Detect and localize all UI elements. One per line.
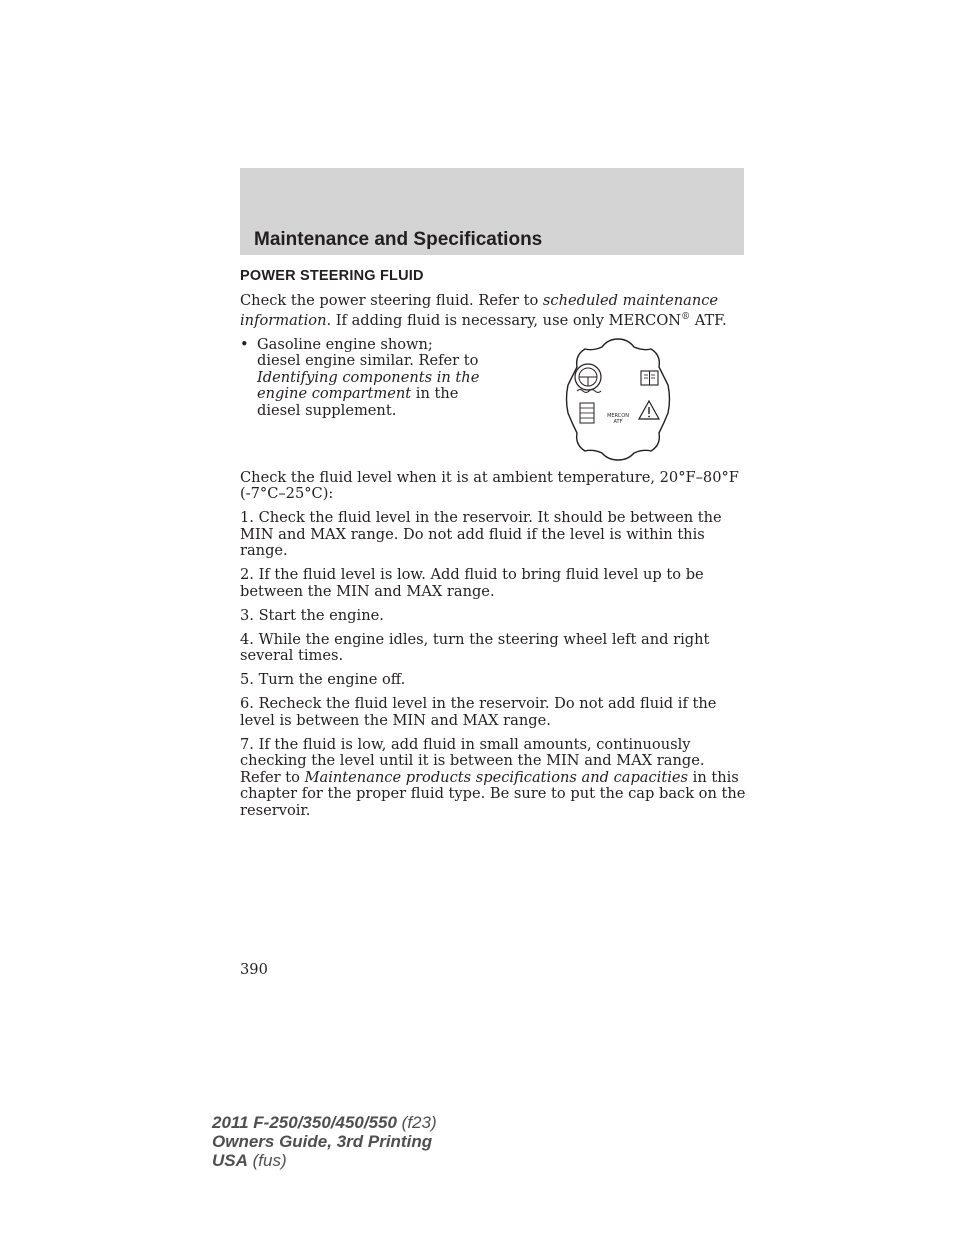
intro-paragraph [240, 293, 746, 330]
bullet-text [257, 337, 480, 420]
footer-market-code: (fus) [247, 1151, 287, 1170]
intro-text-2: . If adding fluid is necessary, use only MERCON [326, 311, 682, 329]
step-7-text-2: in this chapter for the proper fluid type. Be sure to put the cap back on the reservoir. [240, 768, 746, 819]
registered-mark: ® [681, 312, 691, 322]
page-number: 390 [240, 961, 268, 978]
chapter-header-band [240, 168, 744, 255]
step-2: 2. If the fluid level is low. Add fluid to bring fluid level up to be between the MIN and MAX range. [240, 566, 704, 600]
intro-text: Check the power steering fluid. Refer to [240, 291, 543, 309]
reservoir-cap-outline [567, 339, 670, 460]
power-steering-cap-figure [565, 337, 671, 462]
step-6: 6. Recheck the fluid level in the reservoir. Do not add fluid if the level is between the MIN and MAX range. [240, 695, 717, 729]
document-footer [212, 1113, 437, 1170]
footer-line-3 [212, 1151, 437, 1170]
step-7 [240, 737, 746, 820]
temperature-note: Check the fluid level when it is at ambient temperature, 20°F–80°F (-7°C–25°C): [240, 468, 739, 503]
step-4: 4. While the engine idles, turn the steering wheel left and right several times. [240, 630, 710, 665]
maintenance-info-reference: scheduled maintenance information [240, 291, 719, 329]
main-content [240, 268, 746, 827]
bullet-text-1: Gasoline engine shown; diesel engine similar. Refer to [257, 335, 479, 370]
bullet-mark: • [240, 335, 249, 353]
chapter-title: Maintenance and Specifications [254, 229, 543, 250]
footer-market: USA [212, 1151, 248, 1170]
section-heading: POWER STEERING FLUID [240, 268, 424, 284]
footer-line-1 [212, 1113, 437, 1132]
bullet-text-3: in the diesel supplement. [257, 385, 459, 419]
engine-components-reference: Identifying components in the engine compartment [257, 368, 480, 403]
capacities-reference: Maintenance products specifications and capacities [304, 768, 689, 786]
cap-label-mercon: MERCON [607, 412, 629, 419]
footer-model-code: (f23) [396, 1113, 437, 1132]
bullet-item [240, 337, 480, 420]
step-7-text: 7. If the fluid is low, add fluid in small amounts, continuously checking the level until it is between the MIN and MAX range. Refer to [240, 735, 705, 786]
step-1: 1. Check the fluid level in the reservoir. It should be between the MIN and MAX range. Do not add fluid if the level is within this range. [240, 509, 722, 560]
footer-line-2: Owners Guide, 3rd Printing [212, 1132, 433, 1151]
step-3: 3. Start the engine. [240, 606, 384, 624]
step-5: 5. Turn the engine off. [240, 671, 406, 689]
bullet-figure-row [240, 337, 746, 462]
cap-label-atf: ATF [613, 418, 623, 425]
intro-text-3: ATF. [690, 311, 727, 329]
footer-model: 2011 F-250/350/450/550 [212, 1113, 397, 1132]
